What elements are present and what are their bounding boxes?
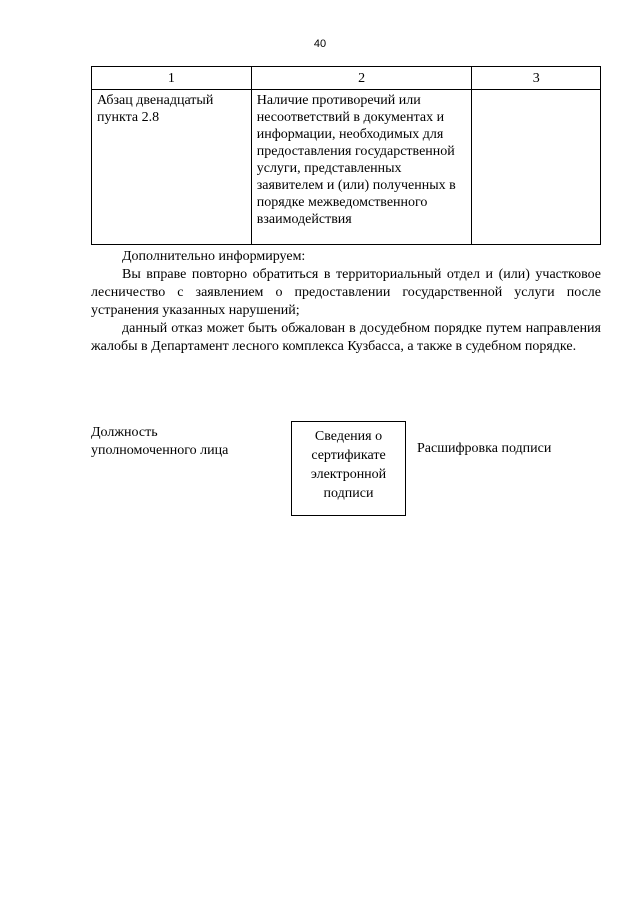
certificate-line: электронной xyxy=(310,467,387,482)
page-number: 40 xyxy=(313,38,327,50)
table-header-cell: 3 xyxy=(472,67,601,90)
certificate-line: сертификате xyxy=(311,448,386,463)
signature-decode: Расшифровка подписи xyxy=(417,441,552,456)
paragraph-appeal: данный отказ может быть обжалован в досудебном порядке путем направления жалобы в Департамент лесного комплекса Кузбасса, а также в судебном порядке. xyxy=(91,321,601,354)
certificate-line: Сведения о xyxy=(314,429,383,444)
certificate-box xyxy=(291,421,406,516)
table-header-cell: 2 xyxy=(251,67,472,90)
grounds-table xyxy=(91,66,601,245)
certificate-line: подписи xyxy=(323,486,374,501)
paragraph-additional-info: Дополнительно информируем: xyxy=(122,249,306,264)
position-line: уполномоченного лица xyxy=(91,443,229,458)
position-line: Должность xyxy=(91,425,158,440)
signatory-position xyxy=(91,424,228,460)
table-header-row xyxy=(92,67,601,90)
reason-cell: Наличие противоречий или несоответствий в документах и информации, необходимых для предоставления государственной услуги, представленных заявителем и (или) полученных в порядке межведомственного взаимодействия xyxy=(251,90,472,245)
body-text xyxy=(91,248,601,356)
explanation-cell xyxy=(472,90,601,245)
table-row xyxy=(92,90,601,245)
table-header-cell: 1 xyxy=(92,67,252,90)
paragraph-reapply: Вы вправе повторно обратиться в территориальный отдел и (или) участковое лесничество с заявлением о предоставлении государственной услуги после устранения указанных нарушений; xyxy=(91,267,601,318)
reference-cell: Абзац двенадцатый пункта 2.8 xyxy=(92,90,252,245)
